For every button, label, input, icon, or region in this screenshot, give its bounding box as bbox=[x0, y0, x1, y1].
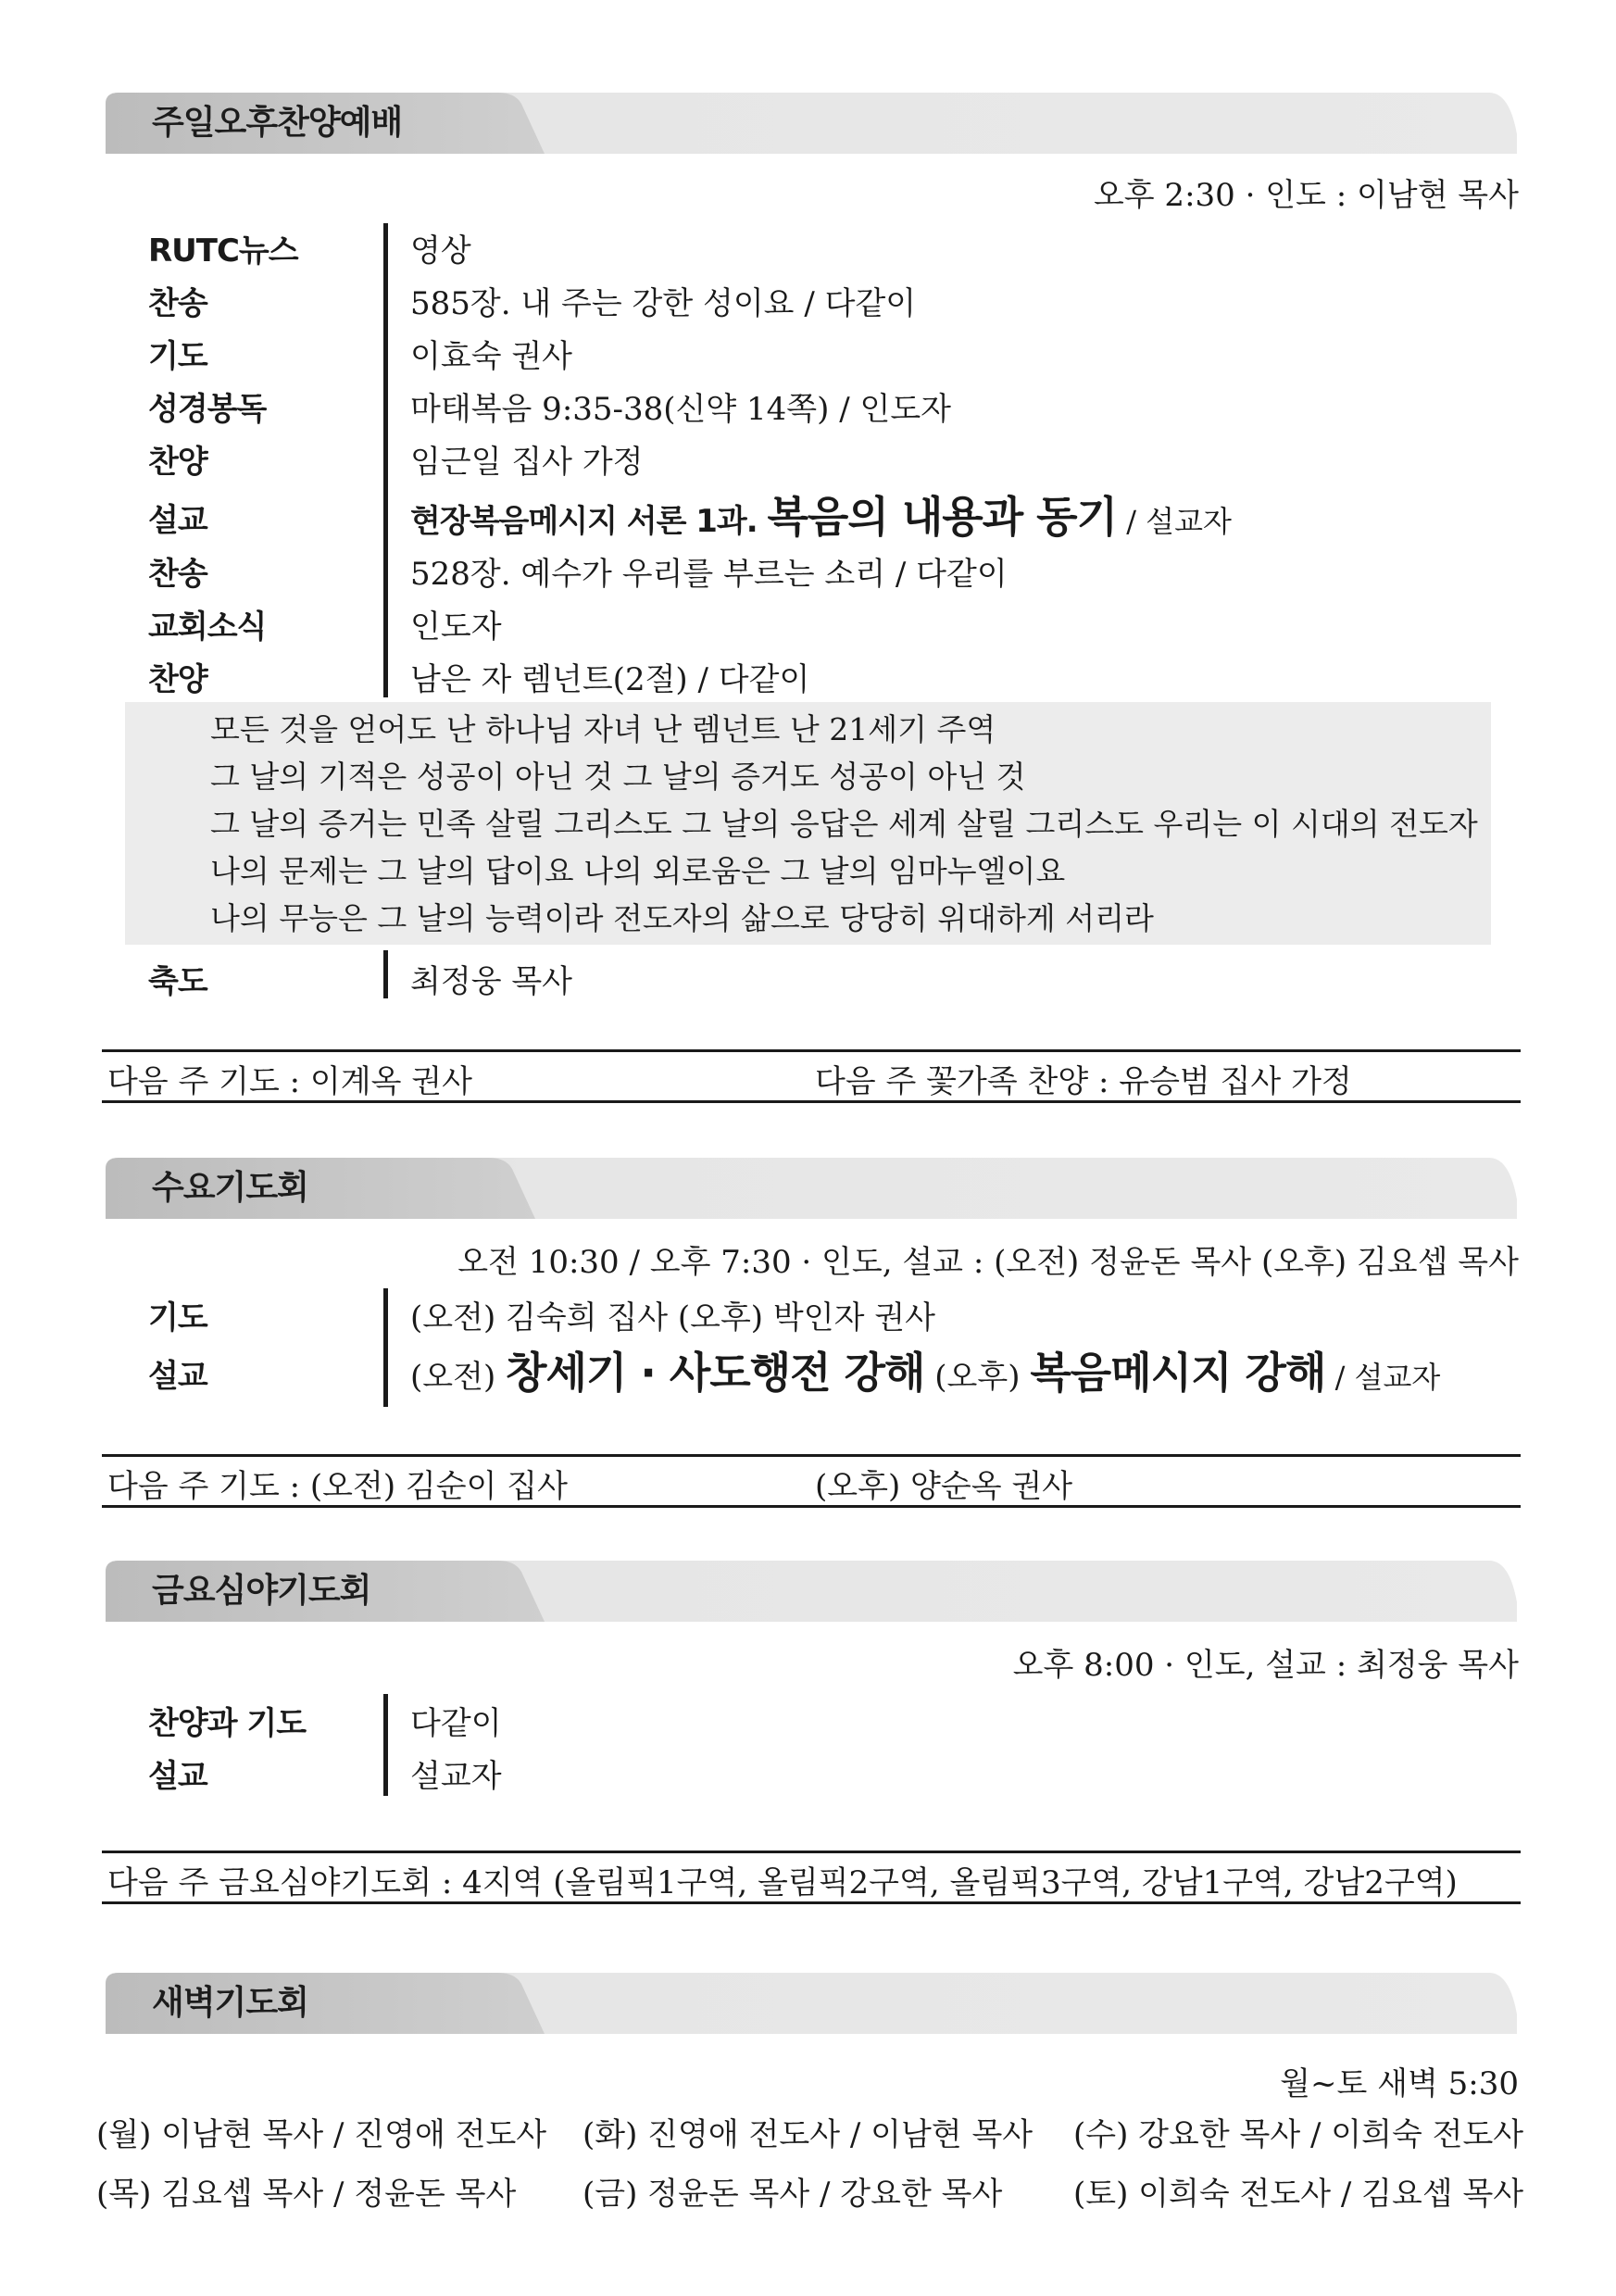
order-label: 성경봉독 bbox=[148, 391, 267, 428]
order-label: 축도 bbox=[148, 963, 207, 1000]
rule-top bbox=[102, 1049, 1521, 1052]
sermon-prefix: 현장복음메시지 서론 1과. bbox=[410, 503, 758, 540]
am-sermon-title: 창세기 · 사도행전 강해 bbox=[506, 1348, 925, 1398]
schedule-item: (금) 정윤돈 목사 / 강요한 목사 bbox=[583, 2176, 1003, 2213]
divider-line bbox=[383, 1694, 388, 1796]
order-label: 설교 bbox=[148, 502, 207, 539]
schedule-item: (화) 진영애 전도사 / 이남현 목사 bbox=[583, 2116, 1033, 2153]
dawn-schedule bbox=[96, 2109, 1522, 2227]
schedule-item: (토) 이희숙 전도사 / 김요셉 목사 bbox=[1073, 2176, 1524, 2213]
pm-sermon-title: 복음메시지 강해 bbox=[1030, 1348, 1326, 1398]
section-title: 주일오후찬양예배 bbox=[152, 104, 403, 142]
schedule-item: (수) 강요한 목사 / 이희숙 전도사 bbox=[1073, 2116, 1524, 2153]
schedule-item: (목) 김요셉 목사 / 정윤돈 목사 bbox=[96, 2176, 517, 2213]
pm-tag: (오후) bbox=[924, 1359, 1031, 1396]
order-value: 528장. 예수가 우리를 부르는 소리 / 다같이 bbox=[410, 556, 1008, 593]
service-info: 오후 8:00 · 인도, 설교 : 최정웅 목사 bbox=[1012, 1647, 1519, 1684]
sermon-suffix: / 설교자 bbox=[1117, 504, 1232, 539]
lyric-line: 나의 무능은 그 날의 능력이라 전도자의 삶으로 당당히 위대하게 서리라 bbox=[210, 900, 1154, 936]
order-label: 찬양 bbox=[148, 444, 207, 481]
service-info: 월~토 새벽 5:30 bbox=[1280, 2065, 1519, 2102]
section-header-sunday bbox=[100, 83, 1517, 159]
divider-line bbox=[383, 1288, 388, 1407]
next-week-prayer: 다음 주 기도 : 이계옥 권사 bbox=[107, 1063, 472, 1100]
section-header-band bbox=[100, 1148, 1517, 1224]
order-value: 다같이 bbox=[410, 1705, 502, 1742]
order-label: 찬송 bbox=[148, 285, 207, 322]
rule-bottom bbox=[102, 1100, 1521, 1103]
order-label: 설교 bbox=[148, 1358, 207, 1395]
divider-line bbox=[383, 950, 388, 998]
next-week-prayer: 다음 주 기도 : (오전) 김순이 집사 bbox=[107, 1468, 568, 1505]
sermon-suffix: / 설교자 bbox=[1325, 1360, 1441, 1395]
next-week-flower: 다음 주 꽃가족 찬양 : 유승범 집사 가정 bbox=[815, 1063, 1352, 1100]
lyric-line: 그 날의 기적은 성공이 아닌 것 그 날의 증거도 성공이 아닌 것 bbox=[210, 759, 1026, 795]
order-value: 585장. 내 주는 강한 성이요 / 다같이 bbox=[410, 285, 917, 322]
order-value: 임근일 집사 가정 bbox=[410, 444, 644, 481]
order-label: 찬양과 기도 bbox=[148, 1705, 307, 1742]
schedule-item: (월) 이남현 목사 / 진영애 전도사 bbox=[96, 2116, 547, 2153]
order-label: 기도 bbox=[148, 338, 207, 375]
order-value: 설교자 bbox=[410, 1758, 502, 1795]
lyrics-box bbox=[125, 702, 1491, 945]
schedule-row bbox=[96, 2168, 1522, 2227]
schedule-row bbox=[96, 2109, 1522, 2168]
order-label: RUTC뉴스 bbox=[148, 232, 298, 270]
rule-bottom bbox=[102, 1505, 1521, 1508]
order-value: 이효숙 권사 bbox=[410, 338, 573, 375]
section-header-band bbox=[100, 1964, 1517, 2039]
section-title: 수요기도회 bbox=[152, 1169, 308, 1207]
order-value: 영상 bbox=[410, 232, 471, 270]
order-value: 인도자 bbox=[410, 609, 502, 646]
order-label: 찬송 bbox=[148, 556, 207, 593]
order-label: 교회소식 bbox=[148, 609, 267, 646]
section-header-friday bbox=[100, 1551, 1517, 1627]
section-header-dawn bbox=[100, 1964, 1517, 2039]
next-week-prayer-pm: (오후) 양순옥 권사 bbox=[815, 1468, 1073, 1505]
next-week-friday: 다음 주 금요심야기도회 : 4지역 (올림픽1구역, 올림픽2구역, 올림픽3구역, 강남1구역, 강남2구역) bbox=[107, 1864, 1458, 1901]
order-value: 마태복음 9:35-38(신약 14쪽) / 인도자 bbox=[410, 391, 952, 428]
sermon-title: 복음의 내용과 동기 bbox=[767, 492, 1118, 542]
order-value: 최정웅 목사 bbox=[410, 963, 573, 1000]
order-value: 남은 자 렘넌트(2절) / 다같이 bbox=[410, 661, 810, 698]
service-info: 오전 10:30 / 오후 7:30 · 인도, 설교 : (오전) 정윤돈 목사 (오후) 김요셉 목사 bbox=[457, 1244, 1519, 1281]
service-info: 오후 2:30 · 인도 : 이남현 목사 bbox=[1093, 177, 1519, 214]
sermon-value bbox=[410, 1339, 1440, 1400]
divider-line bbox=[383, 223, 388, 697]
rule-bottom bbox=[102, 1901, 1521, 1904]
am-tag: (오전) bbox=[410, 1359, 507, 1396]
rule-top bbox=[102, 1851, 1521, 1853]
lyric-line: 그 날의 증거는 민족 살릴 그리스도 그 날의 응답은 세계 살릴 그리스도 우리는 이 시대의 전도자 bbox=[210, 806, 1478, 842]
order-label: 찬양 bbox=[148, 661, 207, 698]
section-title: 새벽기도회 bbox=[152, 1984, 308, 2022]
lyric-line: 모든 것을 얻어도 난 하나님 자녀 난 렘넌트 난 21세기 주역 bbox=[210, 711, 996, 747]
section-title: 금요심야기도회 bbox=[152, 1572, 371, 1610]
sermon-value bbox=[410, 483, 1232, 545]
order-label: 설교 bbox=[148, 1758, 207, 1795]
order-value: (오전) 김숙희 집사 (오후) 박인자 권사 bbox=[410, 1299, 935, 1336]
order-label: 기도 bbox=[148, 1299, 207, 1336]
lyric-line: 나의 문제는 그 날의 답이요 나의 외로움은 그 날의 임마누엘이요 bbox=[210, 853, 1066, 889]
rule-top bbox=[102, 1454, 1521, 1457]
section-header-wednesday bbox=[100, 1148, 1517, 1224]
